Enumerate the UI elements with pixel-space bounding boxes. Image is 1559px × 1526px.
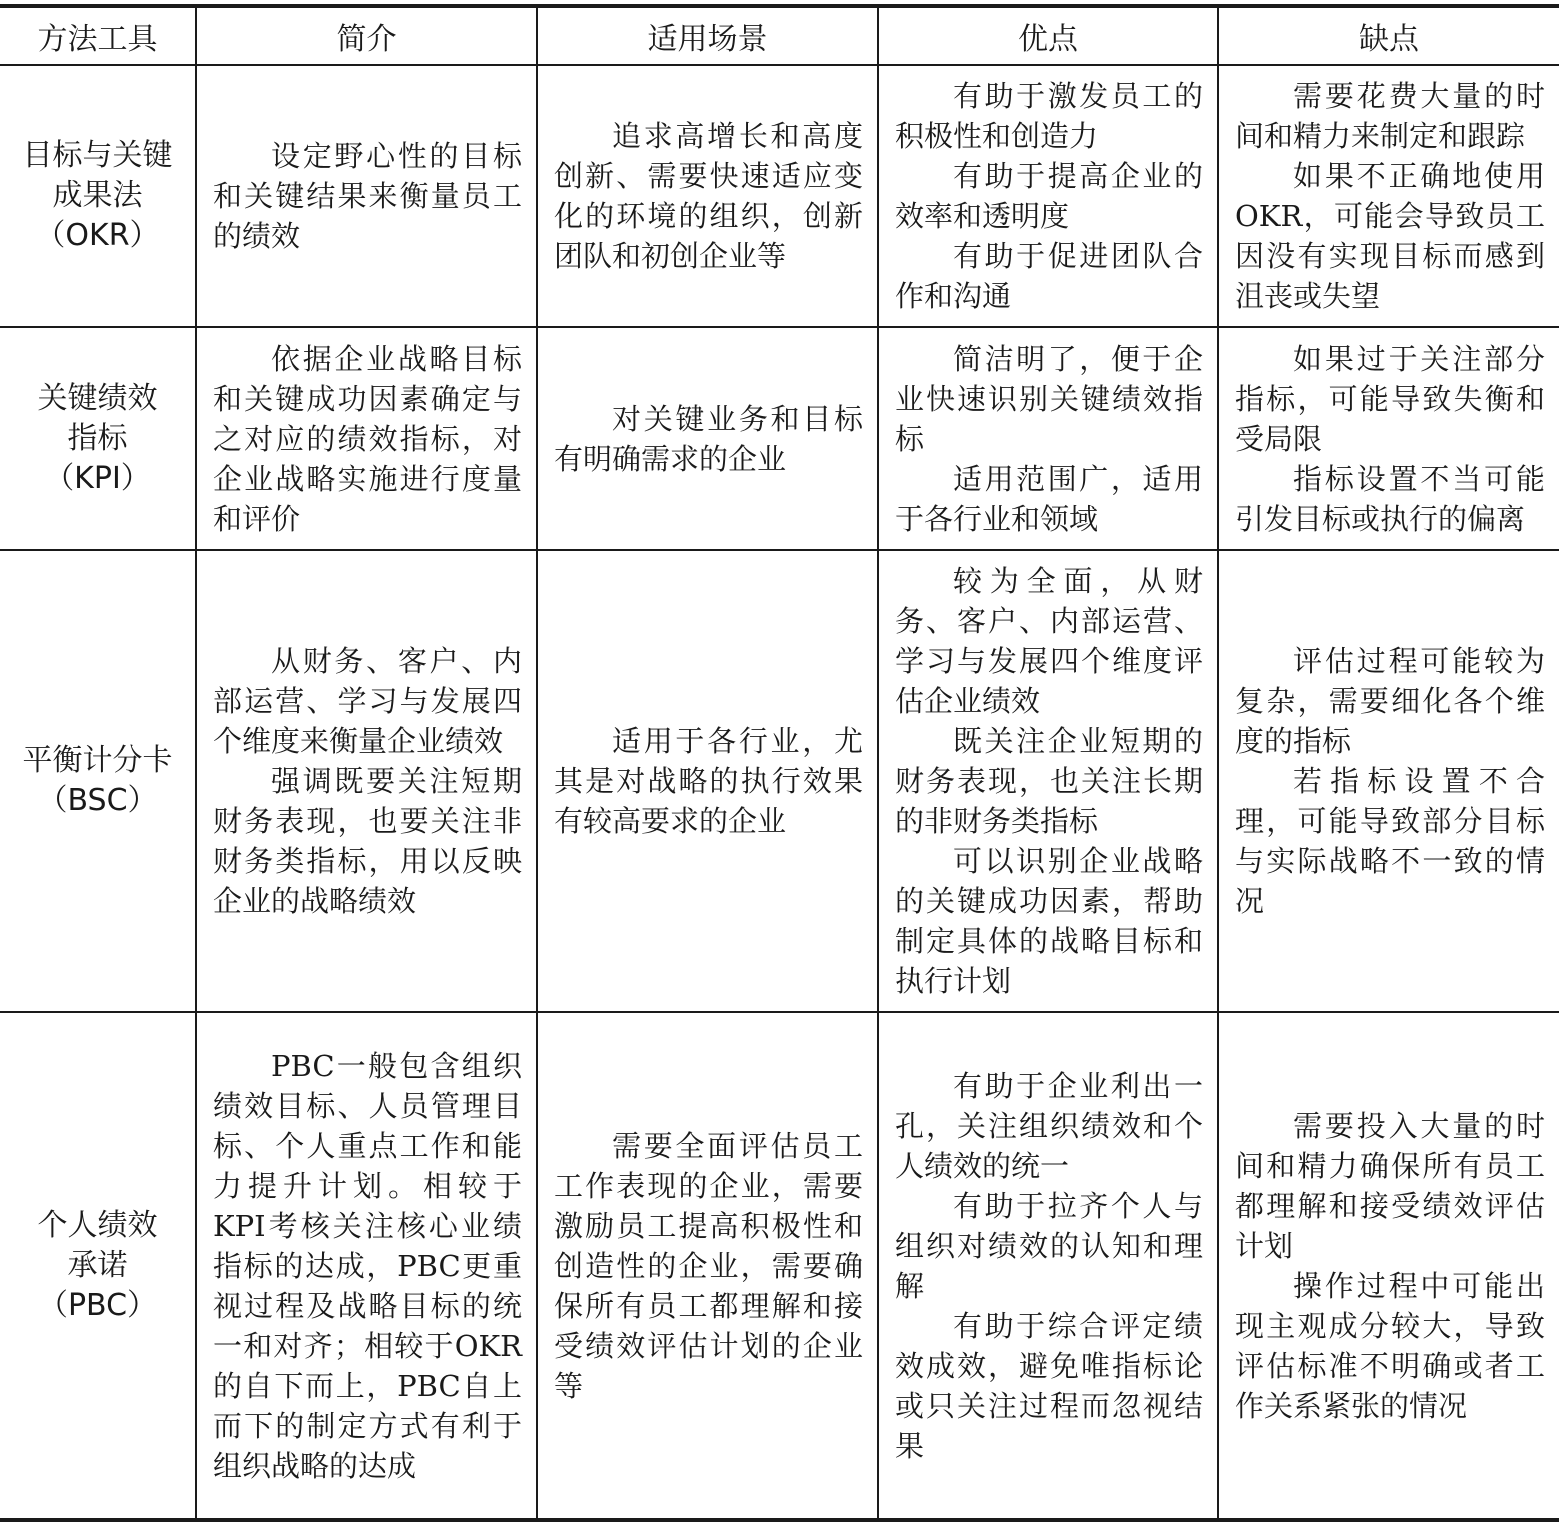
- scenario-paragraph: 需要全面评估员工工作表现的企业，需要激励员工提高积极性和创造性的企业，需要确保所有员工都理解和接受绩效评估计划的企业等: [554, 1128, 863, 1403]
- pros-paragraph: 有助于激发员工的积极性和创造力: [895, 79, 1203, 154]
- pros-paragraph: 有助于提高企业的效率和透明度: [895, 159, 1203, 234]
- scenario-cell: [537, 550, 878, 1013]
- pros-cell: [878, 327, 1218, 549]
- pros-paragraph: 有助于促进团队合作和沟通: [895, 239, 1203, 314]
- tool-name-line: 个人绩效: [37, 1207, 158, 1243]
- cons-paragraph: 如果过于关注部分指标，可能导致失衡和受局限: [1235, 341, 1545, 456]
- pros-paragraph: 有助于拉齐个人与组织对绩效的认知和理解: [895, 1188, 1203, 1303]
- intro-paragraph: 强调既要关注短期财务表现，也要关注非财务类指标，用以反映企业的战略绩效: [213, 763, 522, 918]
- cons-cell: [1218, 65, 1559, 327]
- intro-paragraph: 依据企业战略目标和关键成功因素确定与之对应的绩效指标，对企业战略实施进行度量和评价: [213, 341, 522, 536]
- tool-name-line: （OKR）: [35, 218, 160, 254]
- cons-cell: [1218, 550, 1559, 1013]
- pros-paragraph: 有助于综合评定绩效成效，避免唯指标论或只关注过程而忽视结果: [895, 1308, 1203, 1463]
- pros-paragraph: 较为全面，从财务、客户、内部运营、学习与发展四个维度评估企业绩效: [895, 563, 1203, 718]
- pros-paragraph: 有助于企业利出一孔，关注组织绩效和个人绩效的统一: [895, 1068, 1203, 1183]
- cons-paragraph: 需要投入大量的时间和精力确保所有员工都理解和接受绩效评估计划: [1235, 1108, 1545, 1263]
- pros-paragraph: 可以识别企业战略的关键成功因素，帮助制定具体的战略目标和执行计划: [895, 843, 1203, 998]
- tool-name-line: （PBC）: [37, 1287, 158, 1323]
- table-row-okr: [0, 65, 1559, 327]
- intro-paragraph: PBC一般包含组织绩效目标、人员管理目标、个人重点工作和能力提升计划。相较于KPI考核关注核心业绩指标的达成，PBC更重视过程及战略目标的统一和对齐；相较于OKR的自下而上，PBC自上而下的制定方式有利于组织战略的达成: [213, 1048, 522, 1483]
- cons-paragraph: 评估过程可能较为复杂，需要细化各个维度的指标: [1235, 643, 1545, 758]
- tool-name-cell: [0, 327, 196, 549]
- header-tool: 方法工具: [0, 6, 196, 65]
- tool-name-cell: [0, 1012, 196, 1520]
- table-row-kpi: [0, 327, 1559, 549]
- performance-methods-table: [0, 4, 1559, 1522]
- intro-paragraph: 设定野心性的目标和关键结果来衡量员工的绩效: [213, 139, 522, 254]
- header-row: [0, 6, 1559, 65]
- cons-paragraph: 操作过程中可能出现主观成分较大，导致评估标准不明确或者工作关系紧张的情况: [1235, 1268, 1545, 1423]
- cons-cell: [1218, 1012, 1559, 1520]
- cons-paragraph: 需要花费大量的时间和精力来制定和跟踪: [1235, 79, 1545, 154]
- pros-paragraph: 既关注企业短期的财务表现，也关注长期的非财务类指标: [895, 723, 1203, 838]
- tool-name-cell: [0, 65, 196, 327]
- cons-paragraph: 如果不正确地使用OKR，可能会导致员工因没有实现目标而感到沮丧或失望: [1235, 159, 1545, 314]
- scenario-cell: [537, 65, 878, 327]
- intro-cell: [196, 65, 537, 327]
- header-scenario: 适用场景: [537, 6, 878, 65]
- pros-paragraph: 简洁明了，便于企业快速识别关键绩效指标: [895, 341, 1203, 456]
- tool-name-line: （KPI）: [44, 460, 151, 496]
- scenario-cell: [537, 327, 878, 549]
- header-intro: 简介: [196, 6, 537, 65]
- table-row-pbc: [0, 1012, 1559, 1520]
- header-cons: 缺点: [1218, 6, 1559, 65]
- scenario-paragraph: 适用于各行业，尤其是对战略的执行效果有较高要求的企业: [554, 723, 863, 838]
- intro-cell: [196, 1012, 537, 1520]
- pros-cell: [878, 1012, 1218, 1520]
- scenario-paragraph: 追求高增长和高度创新、需要快速适应变化的环境的组织，创新团队和初创企业等: [554, 119, 863, 274]
- tool-name-cell: [0, 550, 196, 1013]
- header-pros: 优点: [878, 6, 1218, 65]
- pros-cell: [878, 550, 1218, 1013]
- tool-name-line: 承诺: [67, 1247, 128, 1283]
- tool-name-line: 平衡计分卡: [22, 742, 173, 778]
- intro-cell: [196, 327, 537, 549]
- cons-cell: [1218, 327, 1559, 549]
- scenario-paragraph: 对关键业务和目标有明确需求的企业: [554, 401, 863, 476]
- tool-name-line: 成果法: [52, 178, 143, 214]
- pros-cell: [878, 65, 1218, 327]
- tool-name-line: 指标: [67, 420, 128, 456]
- pros-paragraph: 适用范围广，适用于各行业和领域: [895, 461, 1203, 536]
- scenario-cell: [537, 1012, 878, 1520]
- tool-name-line: （BSC）: [37, 782, 158, 818]
- intro-cell: [196, 550, 537, 1013]
- cons-paragraph: 若指标设置不合理，可能导致部分目标与实际战略不一致的情况: [1235, 763, 1545, 918]
- tool-name-line: 关键绩效: [37, 380, 158, 416]
- intro-paragraph: 从财务、客户、内部运营、学习与发展四个维度来衡量企业绩效: [213, 643, 522, 758]
- tool-name-line: 目标与关键: [22, 138, 173, 174]
- table-row-bsc: [0, 550, 1559, 1013]
- cons-paragraph: 指标设置不当可能引发目标或执行的偏离: [1235, 461, 1545, 536]
